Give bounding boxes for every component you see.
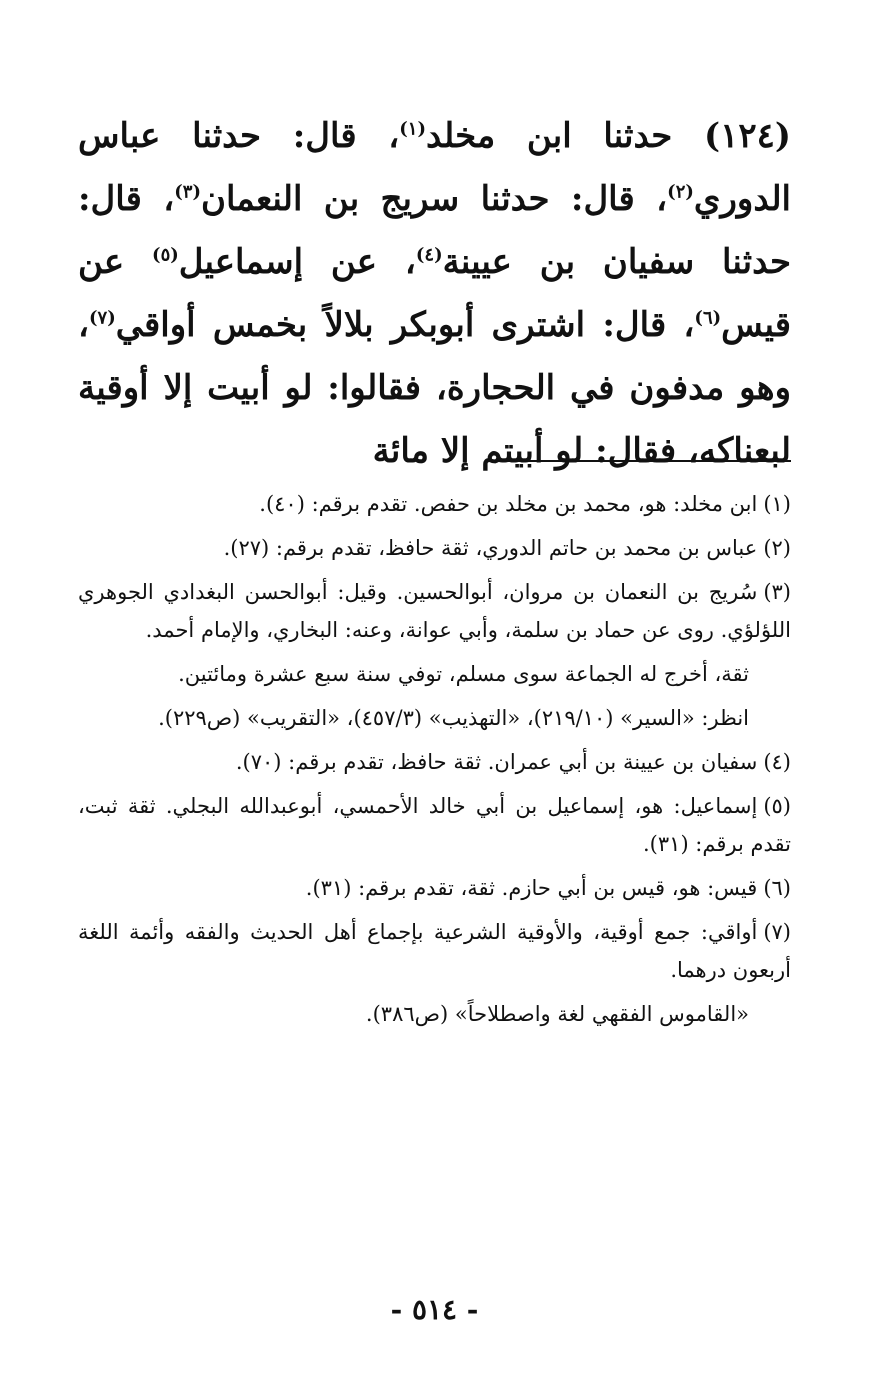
footnote-ref[interactable]: (٢) [667, 181, 694, 203]
footnote-ref[interactable]: (٦) [694, 307, 722, 329]
footnote-number: (٤) [763, 750, 791, 774]
hadith-segment: ، قال: حدثنا سريج بن النعمان [200, 179, 668, 219]
hadith-segment: ، قال: حدثنا عباس الدوري [78, 116, 791, 219]
hadith-number: (١٢٤) [704, 116, 791, 156]
hadith-segment: حدثنا ابن مخلد [425, 116, 705, 156]
footnote-7-continuation: «القاموس الفقهي لغة واصطلاحاً» (ص٣٨٦). [365, 1002, 749, 1026]
book-page [78, 105, 791, 1386]
hadith-segment: عن قيس [78, 242, 791, 345]
footnote-text: سُريج بن النعمان بن مروان، أبوالحسين. وقيل: أبوالحسن البغدادي الجوهري اللؤلؤي. روى عن حماد بن سلمة، وأبي عوانة، وعنه: البخاري، والإمام أحمد. [78, 580, 791, 642]
footnote-number: (٦) [763, 876, 791, 900]
footnotes [78, 485, 791, 1039]
footnote-ref[interactable]: (١) [399, 118, 426, 140]
footnote-4 [78, 743, 791, 781]
footnote-text: سفيان بن عيينة بن أبي عمران. ثقة حافظ، تقدم برقم: (٧٠). [235, 750, 758, 774]
footnote-text: إسماعيل: هو، إسماعيل بن أبي خالد الأحمسي، أبوعبدالله البجلي. ثقة ثبت، تقدم برقم: (٣١). [78, 794, 791, 856]
footnote-number: (١) [763, 492, 791, 516]
footnote-text: عباس بن محمد بن حاتم الدوري، ثقة حافظ، تقدم برقم: (٢٧). [223, 536, 758, 560]
footnote-7 [78, 913, 791, 989]
footnote-6 [78, 869, 791, 907]
hadith-segment: ، قال: اشترى أبوبكر بلالاً بخمس أواقي [115, 305, 695, 345]
footnote-number: (٥) [763, 794, 791, 818]
footnote-text: قيس: هو، قيس بن أبي حازم. ثقة، تقدم برقم: (٣١). [305, 876, 758, 900]
footnote-ref[interactable]: (٤) [415, 244, 443, 266]
footnote-separator [487, 460, 791, 462]
hadith-text [78, 105, 791, 483]
footnote-3-continuation: انظر: «السير» (٢١٩/١٠)، «التهذيب» (٤٥٧/٣)، «التقريب» (ص٢٢٩). [158, 706, 749, 730]
footnote-3-continuation: ثقة، أخرج له الجماعة سوى مسلم، توفي سنة سبع عشرة ومائتين. [178, 662, 749, 686]
hadith-segment: ، قال: حدثنا سفيان بن عيينة [78, 179, 792, 282]
footnote-number: (٧) [763, 920, 791, 944]
footnote-3 [78, 573, 791, 649]
footnote-ref[interactable]: (٥) [152, 244, 179, 266]
footnote-number: (٣) [763, 580, 791, 604]
footnote-text: أواقي: جمع أوقية، والأوقية الشرعية بإجماع أهل الحديث والفقه وأئمة اللغة أربعون درهما. [78, 920, 791, 982]
page-number: - ٥١٤ - [390, 1293, 479, 1326]
footnote-1 [78, 485, 791, 523]
footnote-5 [78, 787, 791, 863]
footnote-2 [78, 529, 791, 567]
footnote-number: (٢) [763, 536, 791, 560]
hadith-segment: ، عن إسماعيل [178, 242, 416, 282]
footnote-ref[interactable]: (٧) [88, 307, 116, 329]
hadith-segment: ، وهو مدفون في الحجارة، فقالوا: لو أبيت إلا أوقية لبعناكه، فقال: لو أبيتم إلا مائة [78, 305, 791, 471]
footnote-ref[interactable]: (٣) [174, 181, 201, 203]
footnote-text: ابن مخلد: هو، محمد بن مخلد بن حفص. تقدم برقم: (٤٠). [259, 492, 758, 516]
